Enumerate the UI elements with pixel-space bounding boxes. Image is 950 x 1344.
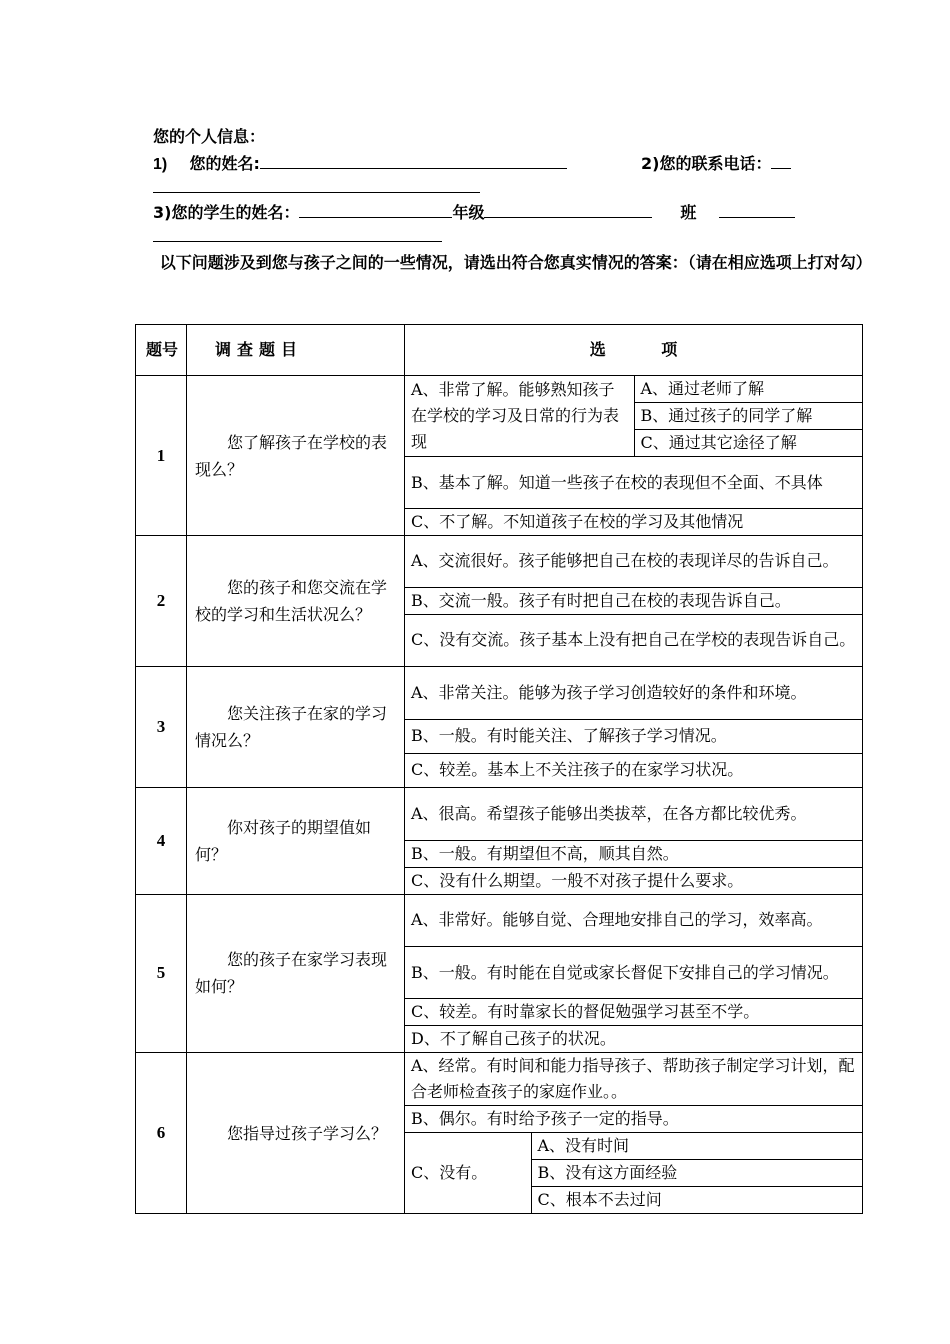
student-name-label: 3)您的学生的姓名： (153, 203, 300, 222)
option-d[interactable]: D、不了解自己孩子的状况。 (405, 1026, 862, 1053)
sub-option[interactable]: C、通过其它途径了解 (634, 430, 862, 457)
sub-option[interactable]: B、通过孩子的同学了解 (634, 403, 862, 430)
option-a[interactable]: A、经常。有时间和能力指导孩子、帮助孩子制定学习计划，配合老师检查孩子的家庭作业。。 (405, 1053, 862, 1106)
phone-line (641, 152, 791, 175)
question-number: 3 (136, 667, 187, 788)
option-c[interactable]: C、较差。基本上不关注孩子的在家学习状况。 (405, 753, 862, 787)
option-group (405, 894, 863, 1053)
phone-field-continued[interactable] (153, 176, 480, 193)
parent-name-field[interactable] (260, 152, 567, 169)
name-label-number: 1) (153, 156, 168, 173)
question-number: 6 (136, 1053, 187, 1214)
question-text: 您了解孩子在学校的表现么？ (187, 376, 405, 536)
class-field-continued[interactable] (153, 225, 442, 242)
question-row (136, 788, 863, 895)
question-text: 您指导过孩子学习么？ (187, 1053, 405, 1214)
option-b[interactable]: B、交流一般。孩子有时把自己在校的表现告诉自己。 (405, 587, 862, 614)
phone-label: 2)您的联系电话： (641, 154, 772, 173)
question-row (136, 536, 863, 667)
info-title: 您的个人信息： (153, 127, 266, 146)
grade-field[interactable] (484, 201, 652, 218)
option-a[interactable]: A、非常了解。能够熟知孩子在学校的学习及日常的行为表现 (405, 376, 634, 457)
question-row (136, 1053, 863, 1214)
option-b[interactable]: B、基本了解。知道一些孩子在校的表现但不全面、不具体 (405, 457, 862, 509)
question-number: 4 (136, 788, 187, 895)
class-field[interactable] (719, 201, 795, 218)
option-a[interactable]: A、非常好。能够自觉、合理地安排自己的学习，效率高。 (405, 895, 862, 947)
option-b[interactable]: B、一般。有时能关注、了解孩子学习情况。 (405, 719, 862, 753)
instructions-text: 以下问题涉及到您与孩子之间的一些情况，请选出符合您真实情况的答案：（请在相应选项上打对勾） (159, 253, 872, 272)
question-text: 您的孩子在家学习表现如何？ (187, 894, 405, 1053)
option-a[interactable]: A、交流很好。孩子能够把自己在校的表现详尽的告诉自己。 (405, 536, 862, 587)
info-line-2 (153, 176, 480, 199)
option-c[interactable]: C、没有交流。孩子基本上没有把自己在学校的表现告诉自己。 (405, 614, 862, 666)
header-row (136, 325, 863, 376)
question-row (136, 376, 863, 536)
option-b[interactable]: B、偶尔。有时给予孩子一定的指导。 (405, 1106, 862, 1133)
option-a[interactable]: A、非常关注。能够为孩子学习创造较好的条件和环境。 (405, 667, 862, 719)
question-text: 你对孩子的期望值如何？ (187, 788, 405, 895)
question-row (136, 667, 863, 788)
option-group (405, 1053, 863, 1214)
name-label: 您的姓名: (189, 154, 260, 173)
info-line-3 (153, 201, 795, 224)
student-name-field[interactable] (299, 201, 452, 218)
option-c[interactable]: C、不了解。不知道孩子在校的学习及其他情况 (405, 509, 862, 536)
info-line-1 (153, 152, 567, 176)
option-c[interactable]: C、没有。 (405, 1133, 531, 1214)
question-number: 2 (136, 536, 187, 667)
option-a[interactable]: A、很高。希望孩子能够出类拔萃，在各方都比较优秀。 (405, 788, 862, 840)
header-options: 选 项 (405, 325, 863, 376)
question-text: 您的孩子和您交流在学校的学习和生活状况么？ (187, 536, 405, 667)
question-number: 1 (136, 376, 187, 536)
question-number: 5 (136, 894, 187, 1053)
sub-option[interactable]: A、通过老师了解 (634, 376, 862, 403)
option-c[interactable]: C、没有什么期望。一般不对孩子提什么要求。 (405, 867, 862, 894)
option-c[interactable]: C、较差。有时靠家长的督促勉强学习甚至不学。 (405, 999, 862, 1026)
class-label: 班 (680, 203, 697, 222)
option-group (405, 376, 863, 536)
instructions (143, 250, 872, 276)
sub-option[interactable]: C、根本不去过问 (531, 1187, 862, 1214)
info-line-4 (153, 225, 442, 248)
option-b[interactable]: B、一般。有时能在自觉或家长督促下安排自己的学习情况。 (405, 947, 862, 999)
sub-option[interactable]: B、没有这方面经验 (531, 1160, 862, 1187)
option-group (405, 667, 863, 788)
header-question: 调查题目 (187, 325, 405, 376)
question-row (136, 894, 863, 1053)
header-number: 题号 (136, 325, 187, 376)
option-group (405, 788, 863, 895)
question-text: 您关注孩子在家的学习情况么？ (187, 667, 405, 788)
phone-field[interactable] (771, 152, 791, 169)
sub-option[interactable]: A、没有时间 (531, 1133, 862, 1160)
survey-table (135, 324, 863, 1214)
option-b[interactable]: B、一般。有期望但不高，顺其自然。 (405, 840, 862, 867)
grade-label: 年级 (452, 203, 485, 222)
option-group (405, 536, 863, 667)
